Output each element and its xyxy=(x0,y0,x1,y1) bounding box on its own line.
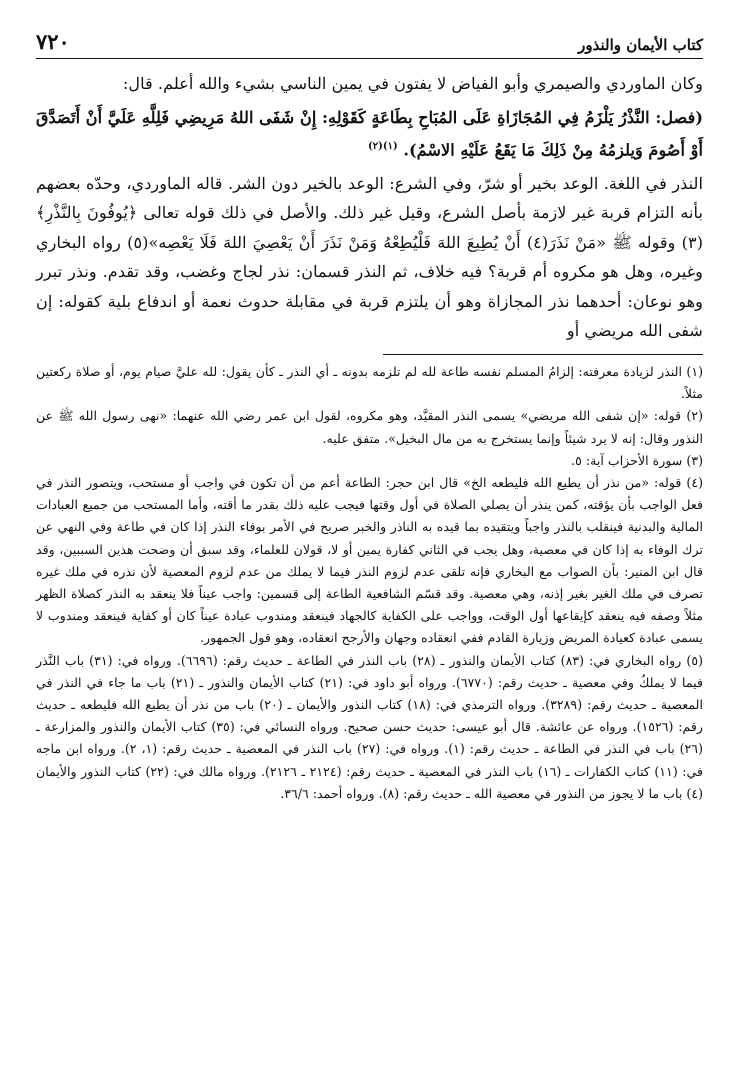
page-number: ٧٢٠ xyxy=(36,29,70,54)
footnote-marker-1: (١) xyxy=(382,141,398,152)
body-paragraph: النذر في اللغة. الوعد بخير أو شرّ، وفي الشرع: الوعد بالخير دون الشر. قاله الماوردي، وحدّه بعضهم بأنه التزام قربة غير لازمة بأصل الشرع، وقيل غير ذلك. والأصل في ذلك قوله تعالى ﴿يُوفُونَ بِالنَّذْرِ﴾(٣) وقوله ﷺ «مَنْ نَذَرَ(٤) أَنْ يُطِيعَ اللهَ فَلْيُطِعْهُ وَمَنْ نَذَرَ أَنْ يَعْصِيَ اللهَ فَلَا يَعْصِه»(٥) رواه البخاري وغيره، وهل هو مكروه أم قربة؟ فيه خلاف، ثم النذر قسمان: نذر لجاج وغضب، وقد تقدم. ونذر تبرر وهو نوعان: أحدهما نذر المجازاة وهو أن يلتزم قربة في مقابلة حدوث نعمة أو اندفاع بلية كقوله: إن شفى الله مريضي أو xyxy=(36,173,704,341)
footnote-number: (٥) xyxy=(686,652,703,668)
footnote xyxy=(36,472,703,650)
footnote xyxy=(36,361,703,405)
footnote xyxy=(36,650,703,805)
section-label: (فصل: xyxy=(655,107,704,127)
footnote xyxy=(36,450,703,472)
footnote-separator xyxy=(383,354,703,355)
section-heading xyxy=(36,103,703,165)
footnote-text: النذر لزيادة معرفته: إلزامُ المسلم نفسه طاعة لله لم تلزمه بدونه ـ أي النذر ـ كأن يقول: لله عليَّ صيام يوم، أو صلاة ركعتين مثلاً. xyxy=(36,363,703,402)
footnote-text: قوله: «إن شفى الله مريضي» يسمى النذر المقيَّد، وهو مكروه، لقول ابن عمر رضي الله عنهما: «نهى رسول الله ﷺ عن النذور وقال: إنه لا يرد شيئاً وإنما يستخرج به من مال البخيل». متفق عليه. xyxy=(36,408,703,446)
footnotes xyxy=(36,361,703,805)
main-text xyxy=(36,69,703,346)
footnote-number: (٢) xyxy=(686,408,703,424)
footnote-number: (٤) xyxy=(686,474,703,490)
footnote-text: سورة الأحزاب آية: ٥. xyxy=(571,452,683,468)
footnote xyxy=(36,405,703,449)
footnote-number: (١) xyxy=(686,363,703,379)
page-header xyxy=(36,28,703,59)
footnote-text: قوله: «من نذر أن يطيع الله فليطعه الخ» قال ابن حجر: الطاعة أعم من أن تكون في واجب أو مستحب، ويتصور النذر في فعل الواجب بأن يؤقته، كمن ينذر أن يصلي الصلاة في أول وقتها فيجب عليه ذلك بقدر ما أقته، وأما المستحب من جميع العبادات المالية والبدنية فينقلب بالنذر واجباً ويتقيده بما قيده به الناذر والخبر صريح في الأمر بوفاء النذر إذا كان في طاعة وفي النهي عن ترك الوفاء به إذا كان في معصية، وهل يجب في الثاني كفارة يمين أو لا، قولان للعلماء، وقد سبق أن وضحت هذين السببين، وقد قال ابن المنير: بأن الصواب مع البخاري فإنه تلقى عدم لزوم النذر فيما لا يملك من عدم لزوم المعصية لأن نذره في ملك غيره تصرف في ملك الغير بغير إذنه، وهي معصية. وقد قسّم الشافعية الطاعة إلى قسمين: واجب عيناً فلا ينعقد به النذر كصلاة الظهر مثلاً وصفه فيه ينعقد كإيقاعها أول الوقت، وواجب على الكفاية كالجهاد فينعقد ومندوب عبادة عيناً كان أو كفاية فينعقد ومندوب لا يسمى عبادة كعيادة المريض وزيارة القادم ففي انعقاده وجهان والأرجح انعقاده، وهو قول الجمهور. xyxy=(36,474,703,646)
footnote-marker-2: (٢) xyxy=(368,141,383,152)
section-matn: النَّذْرُ يَلْزَمُ فِي المُجَازَاةِ عَلَى المُبَاحِ بِطَاعَةٍ كَقَوْلِهِ: إِنْ شَفَى اللهُ مَرِيضِي فَلِلَّهِ عَلَيَّ أَنْ أَتَصَدَّقَ أَوْ أَصُومَ وَيلزمُهُ مِنْ ذَلِكَ مَا يَقَعُ عَلَيْهِ الاسْمُ). xyxy=(36,107,703,160)
intro-line: وكان الماوردي والصيمري وأبو الفياض لا يفتون في يمين الناسي بشيء والله أعلم. قال: xyxy=(122,74,703,93)
footnote-text: رواه البخاري في: (٨٣) كتاب الأيمان والنذور ـ (٢٨) باب النذر في الطاعة ـ حديث رقم: (٦٦٩٦). ورواه في: (٣١) باب النَّذر فيما لا يملكُ وفي معصية ـ حديث رقم: (٦٧٧٠). ورواه أبو داود في: (٢١) كتاب الأيمان والنذور ـ (٢١) باب ما جاء في النذر في المعصية ـ حديث رقم: (٣٢٨٩). ورواه الترمذي في: (١٨) كتاب النذور والأيمان ـ (٢٠) باب من نذر أن يطيع الله فليطعه ـ حديث رقم: (١٥٢٦). ورواه عن عائشة. قال أبو عيسى: حديث حسن صحيح. ورواه النسائي في: (٣٥) كتاب الأيمان والنذور والمزارعة ـ (٢٦) باب في النذر في الطاعة ـ حديث رقم: (١). ورواه في: (٢٧) باب النذر في المعصية ـ حديث رقم: (١، ٢). ورواه ابن ماجه في: (١١) كتاب الكفارات ـ (١٦) باب النذر في المعصية ـ حديث رقم: (٢١٢٤ ـ ٢١٢٦). ورواه مالك في: (٢٢) كتاب النذور والأيمان (٤) باب ما لا يجوز من النذور في معصية الله ـ حديث رقم: (٨). ورواه أحمد: ٣٦/٦. xyxy=(36,652,704,801)
footnote-number: (٣) xyxy=(686,452,703,468)
running-title: كتاب الأيمان والنذور xyxy=(578,36,703,54)
